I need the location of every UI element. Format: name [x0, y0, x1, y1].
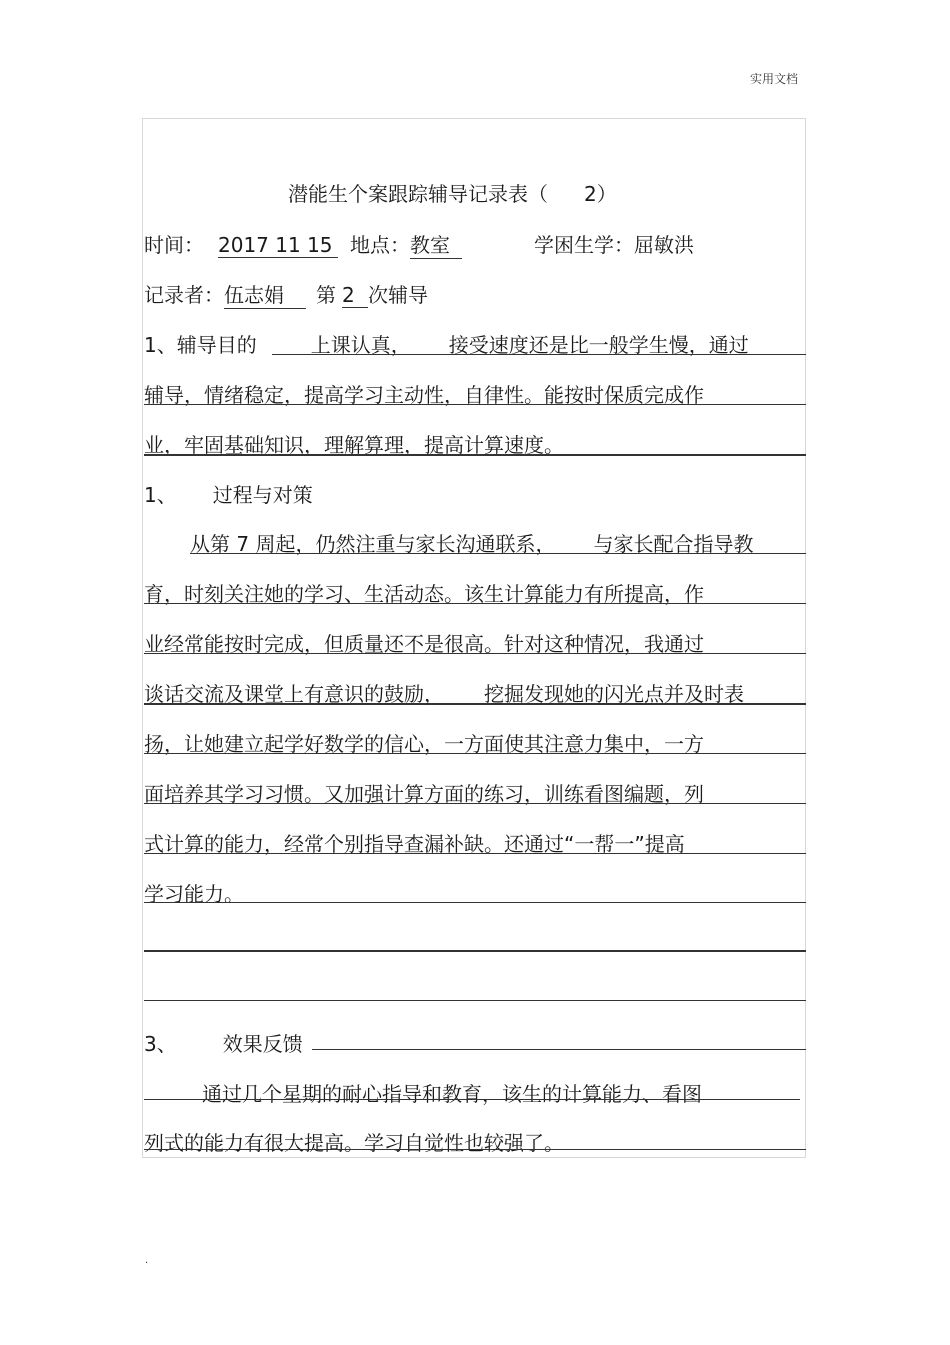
recorder-value: 伍志娟 — [224, 279, 306, 309]
time-label: 时间： — [144, 233, 204, 257]
section3-line-1: 通过几个星期的耐心指导和教育，该生的计算能力、看图 — [202, 1082, 702, 1106]
section3-heading — [144, 1028, 303, 1057]
section2-line-6: 面培养其学习习惯。又加强计算方面的练习，训练看图编题，列 — [144, 782, 704, 806]
title-number: 2） — [584, 182, 617, 206]
student-value: 屈敏洪 — [634, 233, 694, 257]
underline-section1-3 — [144, 454, 806, 456]
section1-text-1: 上课认真， — [310, 333, 411, 357]
underline-section3-2 — [144, 1149, 806, 1150]
section2-label: 1、 — [144, 483, 177, 507]
section1-line-2: 辅导，情绪稳定，提高学习主动性，自律性。能按时保质完成作 — [144, 383, 704, 407]
underline-section2-2 — [144, 603, 806, 604]
place-label: 地点： — [350, 233, 410, 257]
section2-text-1b: 与家长配合指导教 — [593, 532, 754, 556]
section1-label: 1、辅导目的 — [144, 333, 257, 357]
underline-section3-heading — [312, 1049, 806, 1050]
underline-section2-7 — [144, 853, 806, 854]
underline-blank-2 — [144, 1000, 806, 1001]
title-text: 潜能生个案跟踪辅导记录表（ — [288, 182, 548, 206]
underline-section2-5 — [144, 753, 806, 754]
session-number: 2 — [342, 283, 368, 308]
section2-title: 过程与对策 — [212, 483, 313, 507]
section2-heading — [144, 479, 313, 508]
underline-section2-3 — [144, 653, 806, 654]
section2-line-5: 扬，让她建立起学好数学的信心，一方面使其注意力集中，一方 — [144, 732, 704, 756]
underline-section2-6 — [144, 803, 806, 804]
underline-section2-4 — [144, 703, 806, 705]
page-title — [288, 178, 617, 207]
underline-blank-1 — [144, 950, 806, 952]
header-tag: 实用文档 — [750, 72, 799, 86]
recorder-label: 记录者： — [144, 283, 224, 307]
section3-line-2: 列式的能力有很大提高。学习自觉性也较强了。 — [144, 1131, 564, 1155]
section2-line-2: 育，时刻关注她的学习、生活动态。该生计算能力有所提高，作 — [144, 582, 704, 606]
meta-row-1 — [144, 229, 694, 259]
student-label: 学困生学： — [534, 233, 634, 257]
session-prefix: 第 — [316, 283, 336, 307]
underline-section1-1 — [272, 354, 806, 355]
session-suffix: 次辅导 — [368, 283, 428, 307]
section2-text-1a: 从第 7 周起，仍然注重与家长沟通联系， — [190, 532, 556, 556]
meta-row-2 — [144, 279, 428, 309]
section2-line-8: 学习能力。 — [144, 882, 244, 906]
section2-text-4b: 挖掘发现她的闪光点并及时表 — [484, 682, 744, 706]
section3-label: 3、 — [144, 1032, 177, 1056]
time-value: 2017 11 15 — [218, 233, 338, 258]
underline-section3-1 — [144, 1099, 800, 1100]
section2-line-7: 式计算的能力，经常个别指导查漏补缺。还通过“一帮一”提高 — [144, 832, 685, 856]
section1-text-2: 接受速度还是比一般学生慢，通过 — [448, 333, 749, 357]
section2-line-3: 业经常能按时完成，但质量还不是很高。针对这种情况，我通过 — [144, 632, 704, 656]
underline-section2-1 — [190, 553, 806, 554]
footer-dot: . — [145, 1255, 149, 1266]
underline-section2-8 — [144, 902, 806, 903]
section3-title: 效果反馈 — [222, 1032, 303, 1056]
underline-section1-2 — [144, 404, 806, 405]
section1-line-3: 业，牢固基础知识，理解算理，提高计算速度。 — [144, 433, 564, 457]
place-value: 教室 — [410, 229, 462, 259]
section2-text-4a: 谈话交流及课堂上有意识的鼓励， — [144, 682, 444, 706]
